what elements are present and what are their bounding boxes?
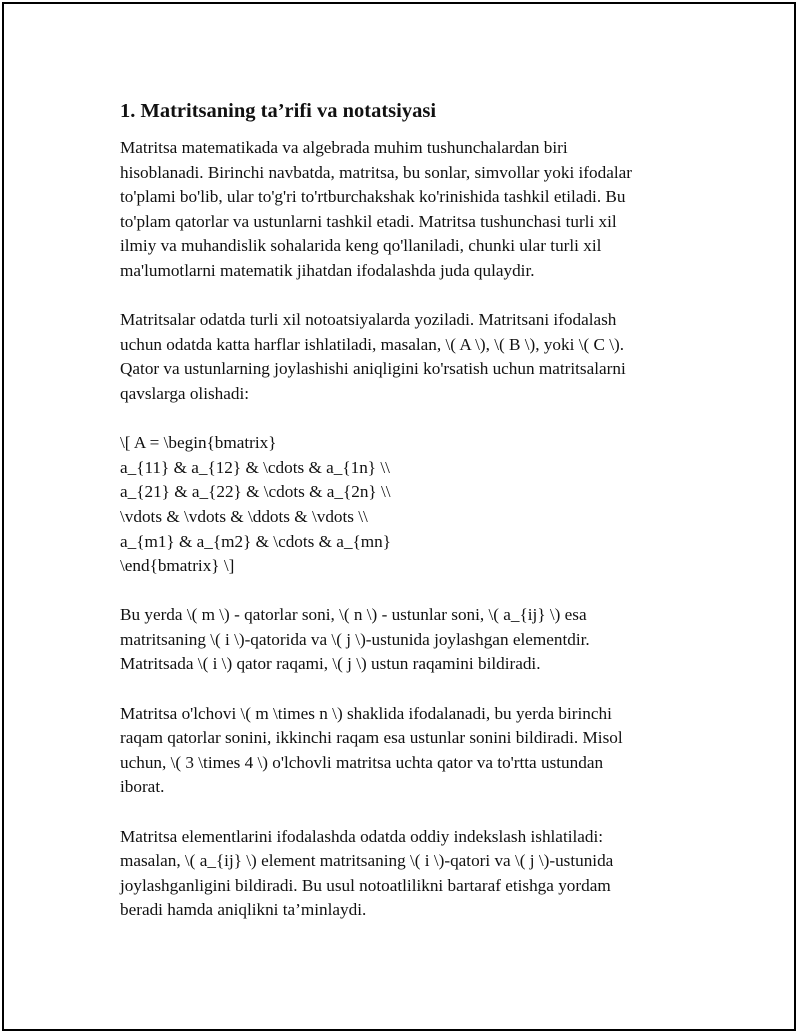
- text-line: Matritsa elementlarini ifodalashda odatda oddiy indekslash ishlatiladi:: [120, 826, 604, 846]
- text-line: matritsaning \( i \)-qatorida va \( j \)-ustunida joylashgan elementdir.: [120, 629, 590, 649]
- text-line: Matritsa o'lchovi \( m \times n \) shaklida ifodalanadi, bu yerda birinchi: [120, 703, 612, 723]
- text-line: raqam qatorlar sonini, ikkinchi raqam esa ustunlar sonini bildiradi. Misol: [120, 728, 623, 748]
- text-line: Matritsalar odatda turli xil notoatsiyalarda yoziladi. Matritsani ifodalash: [120, 310, 617, 330]
- text-line: beradi hamda aniqlikni ta’minlaydi.: [120, 900, 367, 920]
- text-line: uchun odatda katta harflar ishlatiladi, masalan, \( A \), \( B \), yoki \( C \).: [120, 334, 625, 354]
- text-line: Qator va ustunlarning joylashishi aniqligini ko'rsatish uchun matritsalarni: [120, 359, 626, 379]
- text-line: ilmiy va muhandislik sohalarida keng qo'llaniladi, chunki ular turli xil: [120, 236, 602, 256]
- text-line: to'plam qatorlar va ustunlarni tashkil etadi. Matritsa tushunchasi turli xil: [120, 211, 617, 231]
- text-line: iborat.: [120, 777, 165, 797]
- text-line: Matritsada \( i \) qator raqami, \( j \) ustun raqamini bildiradi.: [120, 654, 541, 674]
- document-content: [120, 97, 690, 948]
- paragraphs-container: [120, 136, 690, 923]
- paragraph: [120, 603, 690, 677]
- text-line: qavslarga olishadi:: [120, 383, 250, 403]
- section-heading: 1. Matritsaning ta’rifi va notatsiyasi: [120, 100, 437, 122]
- document-page: [2, 2, 796, 1031]
- paragraph: [120, 702, 690, 800]
- text-line: joylashganligini bildiradi. Bu usul notoatlilikni bartaraf etishga yordam: [120, 875, 611, 895]
- text-line: a_{m1} & a_{m2} & \cdots & a_{mn}: [120, 531, 391, 551]
- paragraph: [120, 431, 690, 579]
- text-line: ma'lumotlarni matematik jihatdan ifodalashda juda qulaydir.: [120, 260, 535, 280]
- text-line: uchun, \( 3 \times 4 \) o'lchovli matritsa uchta qator va to'rtta ustundan: [120, 752, 604, 772]
- text-line: to'plami bo'lib, ular to'g'ri to'rtburchakshak ko'rinishida tashkil etiladi. Bu: [120, 187, 626, 207]
- text-line: \vdots & \vdots & \ddots & \vdots \\: [120, 506, 368, 526]
- text-line: \[ A = \begin{bmatrix}: [120, 433, 277, 453]
- text-line: Bu yerda \( m \) - qatorlar soni, \( n \) - ustunlar soni, \( a_{ij} \) esa: [120, 605, 587, 625]
- text-line: hisoblanadi. Birinchi navbatda, matritsa, bu sonlar, simvollar yoki ifodalar: [120, 162, 632, 182]
- text-line: a_{21} & a_{22} & \cdots & a_{2n} \\: [120, 482, 391, 502]
- text-line: a_{11} & a_{12} & \cdots & a_{1n} \\: [120, 457, 390, 477]
- text-line: \end{bmatrix} \]: [120, 556, 235, 576]
- text-line: masalan, \( a_{ij} \) element matritsaning \( i \)-qatori va \( j \)-ustunida: [120, 851, 614, 871]
- paragraph: [120, 825, 690, 923]
- paragraph: [120, 136, 690, 284]
- text-line: Matritsa matematikada va algebrada muhim tushunchalardan biri: [120, 138, 568, 157]
- paragraph: [120, 308, 690, 406]
